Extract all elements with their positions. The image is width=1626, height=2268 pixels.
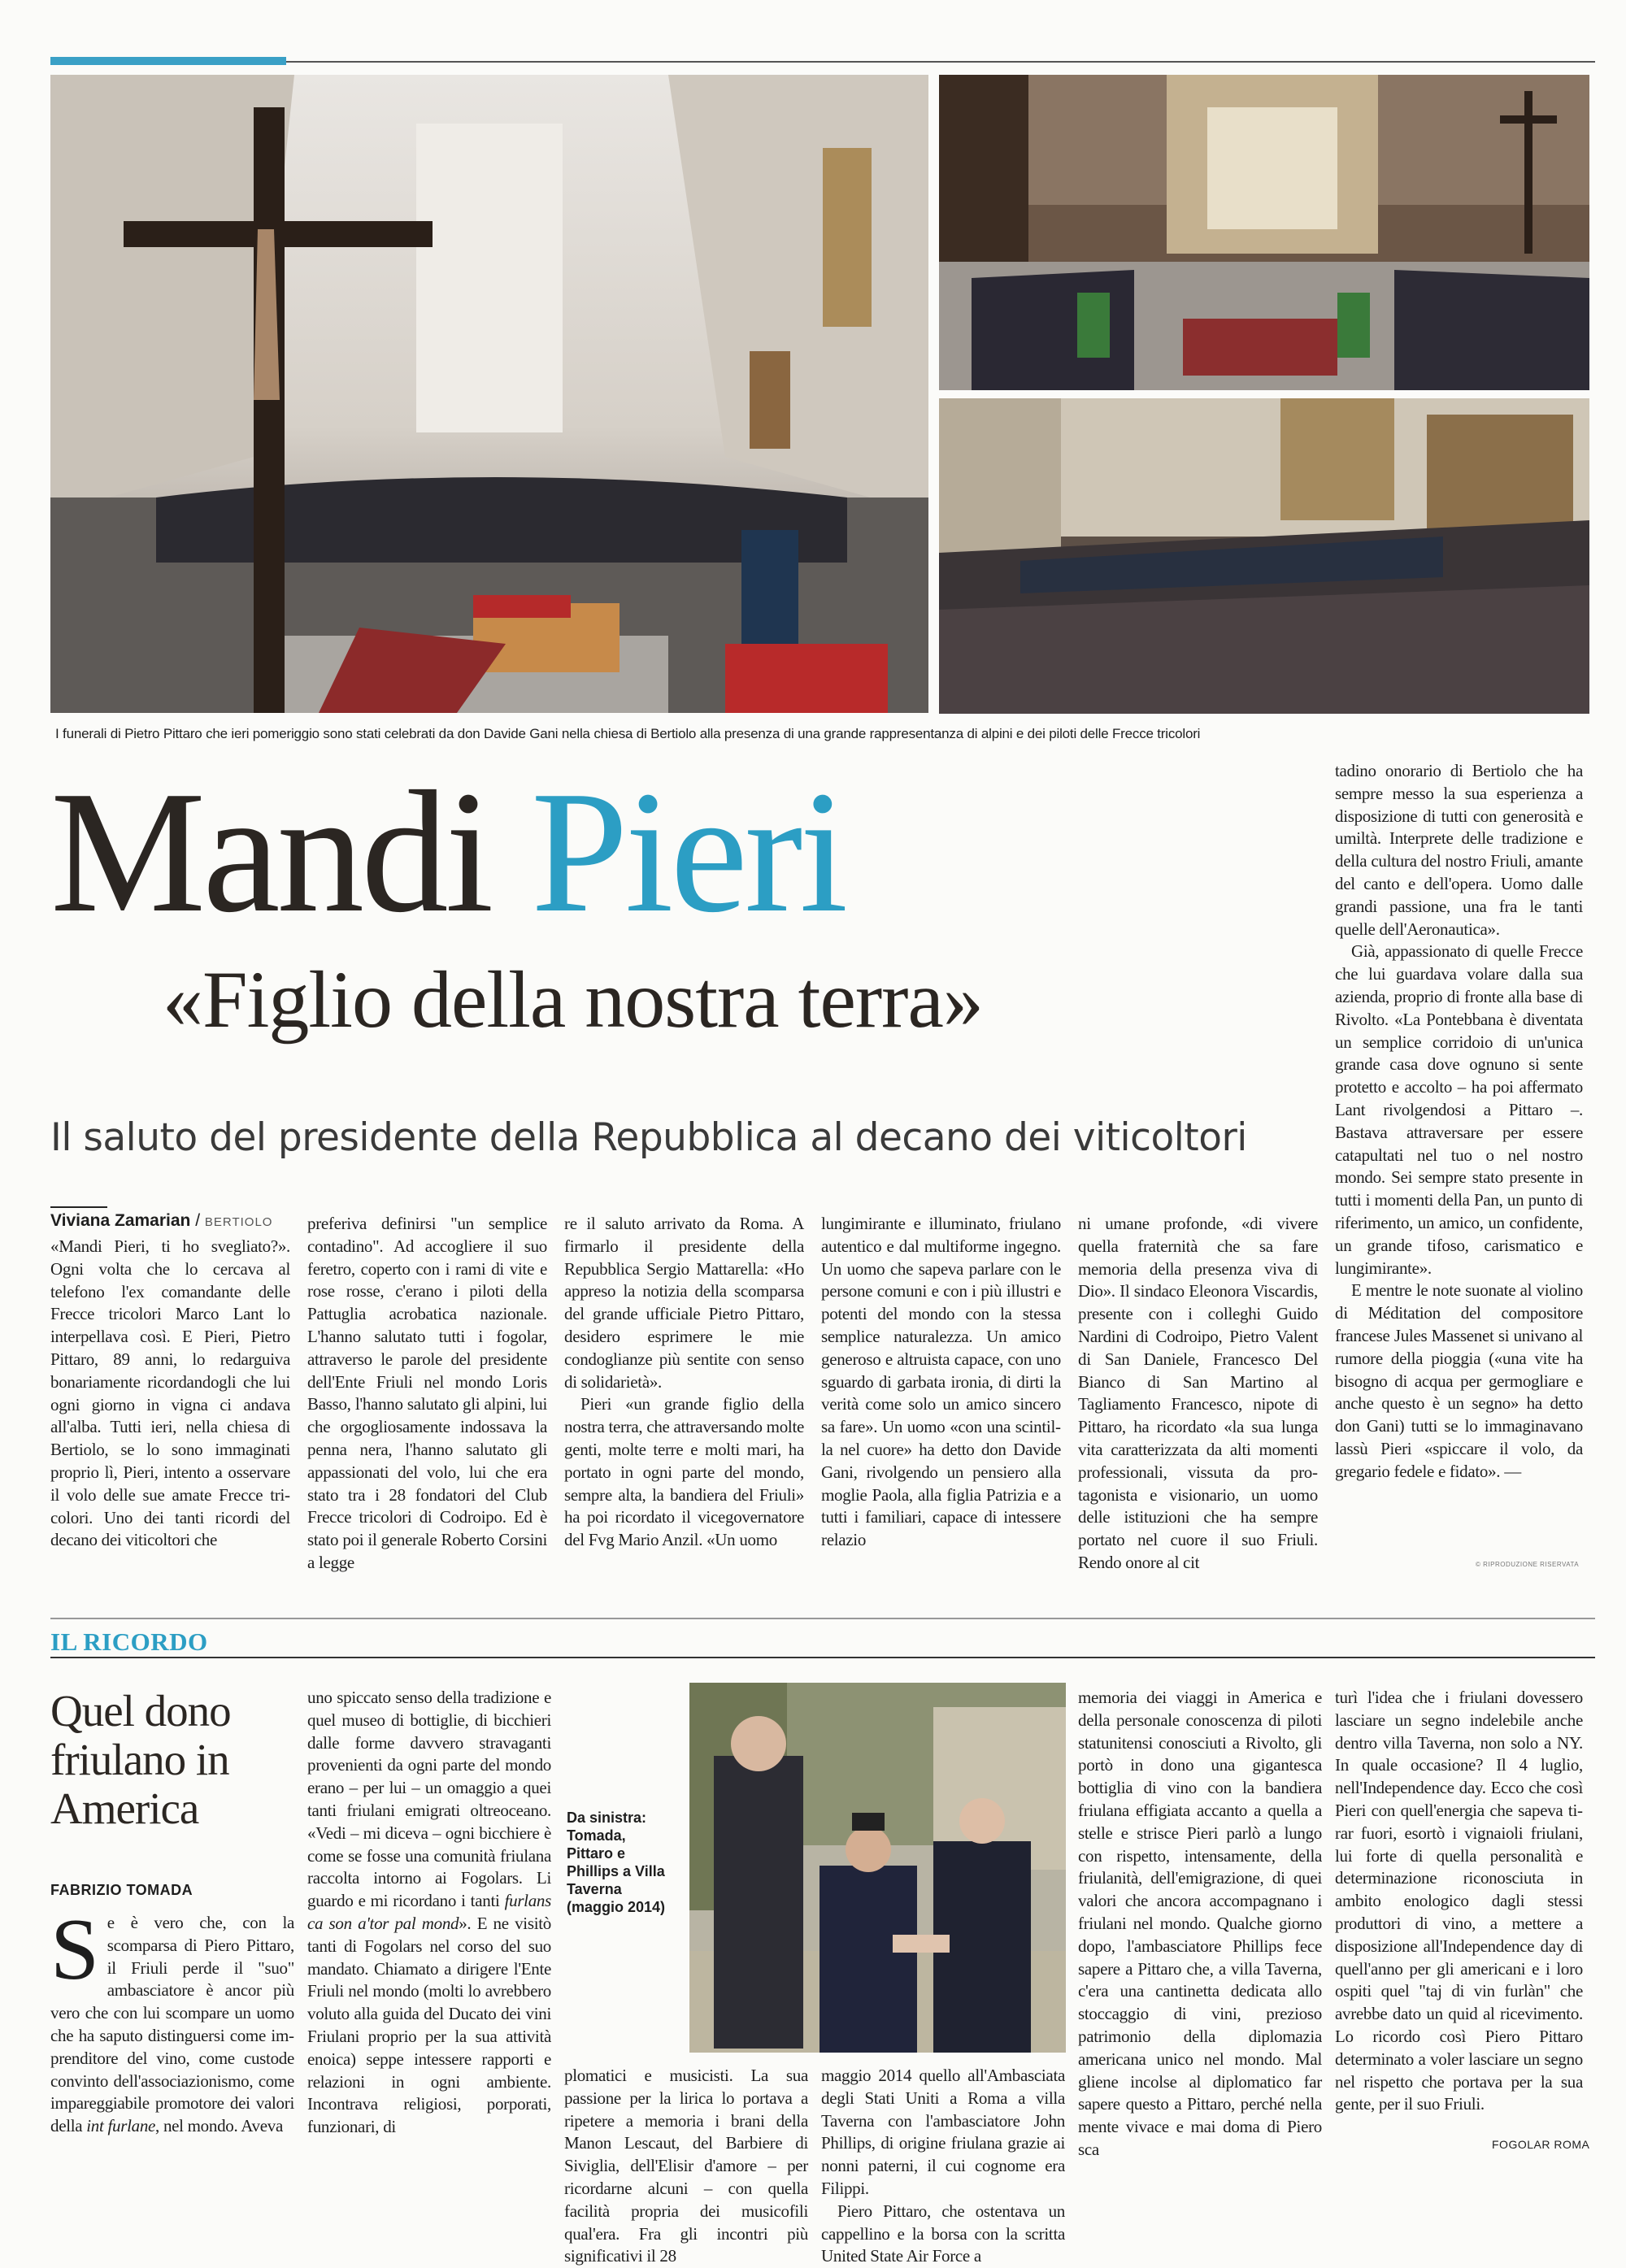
- article-paragraph: tadino onorario di Bertiolo che ha sempre messo la sua esperienza a disposizione di tutti con generosità e umiltà. Interprete delle tradizione e della cultura del nostro Friuli, amante del canto e dell'opera. Uomo dalle grandi passione, una fra le tanti quelle dell'Aeronautica».: [1335, 761, 1583, 939]
- ricordo-title: Quel dono friulano in America: [50, 1686, 231, 1833]
- ricordo-paragraph: turì l'idea che i friulani dovessero lasciare un segno indelebile anche dentro villa Taverna, non solo a NY. In quale occasione? Il 4 luglio, nell'Independence day. Ecco che così Pieri con quell'energia che sapeva tirar fuori, esortò i vignaioli friulani, lui forte di quella personalità e determinazione riconosciuta in ambito enologico dagli stessi produttori di vino, a mettere a disposizione all'Independence day di quell'anno per gli americani e i loro ospiti quel "taj di vin furlàn" che avrebbe dato un quid al ricevimento. Lo ricordo così Piero Pittaro determinato a voler lasciare un segno nel rispetto che portava per la sua gente, per il suo Friuli.: [1335, 1688, 1583, 2114]
- section-label: IL RICORDO: [50, 1627, 208, 1656]
- ricordo-column-2: [307, 1687, 551, 2139]
- ricordo-column-1: [50, 1901, 294, 2138]
- ricordo-column-3: [564, 2065, 808, 2268]
- article-column-5: [1078, 1213, 1318, 1575]
- article-paragraph: re il saluto arrivato da Roma. A firmarlo il presidente della Repubblica Sergio Mattarella: «Ho appreso la notizia della scomparsa del grande ufficiale Pietro Pittaro, desidero esprimere le mie condoglianze più sentite con senso di solidarietà».: [564, 1214, 804, 1392]
- article-paragraph: Pieri «un grande figlio della nostra terra, che attraversando molte genti, molte terre e molti mari, ha portato in ogni parte del mondo, sempre alta, la bandiera del Friuli» ha poi ricordato il vicegovernatore del Fvg Mario Anzil. «Un uomo: [564, 1394, 805, 1550]
- copyright-note: © RIPRODUZIONE RISERVATA: [1476, 1561, 1580, 1568]
- photo-caption: I funerali di Pietro Pittaro che ieri pomeriggio sono stati celebrati da don Davide Gani nella chiesa di Bertiolo alla presenza di una grande rappresentanza di alpini e dei piloti delle Frecce tricolori: [55, 726, 1201, 741]
- article-paragraph: lungimirante e illuminato, friulano autentico e dal multiforme ingegno. Un uomo che sapeva parlare con le persone comuni e con i più illustri e potenti del mondo con la stessa semplice naturalezza. Un amico generoso e altruista capace, con uno sguardo di garbata ironia, di dirti la verità come solo un amico sincero sa fare». Un uomo «con una scintilla nel cuore» ha detto don Davide Gani, rivolgendo un pensiero alla moglie Paola, alla figlia Patrizia e a tutti i familiari, capace di intessere relazio: [821, 1214, 1061, 1550]
- article-paragraph: ni umane profonde, «di vivere quella fraternità che sa fare memoria della presenza viva di Dio». Il sindaco Eleonora Viscardis, presente con i colleghi Guido Nardini di Codroipo, Pietro Valent di San Daniele, Francesco Del Bianco di San Martino al Tagliamento Francesco, nipote di Pittaro, ha ricordato «la sua lunga vita caratterizzata da alti momenti professionali, vissuta da protagonista e visionario, un uomo delle istituzioni che ha sempre portato nel cuore il suo Friuli. Rendo onore al cit: [1078, 1214, 1318, 1572]
- photo-altar-mayors: [939, 75, 1589, 390]
- section-rule: [50, 1657, 1595, 1658]
- article-paragraph: «Mandi Pieri, ti ho svegliato?». Ogni volta che lo cercava al telefono l'ex comandante delle Frecce tricolori Marco Lant lo interpellava così. E Pieri, Pietro Pittaro, 89 anni, lo redarguiva bonariamente ricordandogli che lui ogni giorno in vigna ci andava all'alba. Tutti ieri, nella chiesa di Bertiolo, se lo sono immaginati proprio lì, Pieri, intento a osservare il volo delle sue amate Frecce tricolori. Uno dei tanti ricordi del decano dei viticoltori che: [50, 1236, 290, 1550]
- headline-kicker: Il saluto del presidente della Repubblica al decano dei viticoltori: [50, 1115, 1247, 1160]
- ricordo-signature: FOGOLAR ROMA: [1492, 2138, 1590, 2151]
- article-paragraph: preferiva definirsi "un semplice contadino". Ad accogliere il suo feretro, coperto con i rami di vite e rose rosse, c'erano i piloti della Pattuglia acrobatica nazionale. L'hanno salutato tutti i fogolar, attraverso le parole del presidente dell'Ente Friuli nel mondo Loris Basso, l'hanno salutato gli alpini, lui che orgogliosamente indossava la penna nera, l'hanno salutato gli appassionati del volo, lui che era stato tra i 28 fondatori del Club Frecce tricolori di Codroipo. Ed è stato poi il generale Roberto Corsini a legge: [307, 1214, 547, 1572]
- ricordo-paragraph: plomatici e musicisti. La sua passione per la lirica lo portava a ripetere a memoria i brani della Manon Lescaut, del Barbiere di Siviglia, dell'Elisir d'amore – per ricordarne alcuni – con quella facilità propria dei musicofili qual'era. Fra gli incontri più significativi il 28: [564, 2066, 808, 2266]
- article-column-3: [564, 1213, 804, 1552]
- byline: Viviana Zamarian / BERTIOLO: [50, 1211, 273, 1230]
- headline-word-mandi: Mandi: [50, 754, 491, 949]
- byline-rule: [50, 1206, 107, 1208]
- ricordo-paragraph: Piero Pittaro, che ostentava un cappellino e la borsa con la scritta United State Air Force a: [821, 2201, 1065, 2266]
- ricordo-photo-caption: Da sinistra: Tomada, Pittaro e Phillips a Villa Taverna (maggio 2014): [567, 1810, 666, 1915]
- byline-author: Viviana Zamarian: [50, 1211, 191, 1230]
- article-column-6: [1335, 760, 1583, 1484]
- headline-word-pieri: Pieri: [531, 754, 846, 949]
- headline-subtitle: «Figlio della nostra terra»: [163, 954, 983, 1045]
- article-paragraph: Già, appassionato di quelle Frecce che lui guardava volare dalla sua azienda, proprio di fronte alla base di Rivolto. «La Pontebbana è diventata un semplice corridoio di un'unica grande casa dove ognuno si sente protetto e accolto – ha poi affermato Lant rivolgendosi a Pittaro –. Bastava attraversare per essere catapultati nel tuo o nel nostro mondo. Sei sempre stato presente in tutti i momenti della Pan, un punto di riferimento, un amico, un confidente, un grande tifoso, carismatico e lungimirante».: [1335, 941, 1583, 1278]
- top-accent-bar: [50, 57, 286, 65]
- ricordo-column-5: [1078, 1687, 1322, 2162]
- photo-villa-taverna: [689, 1683, 1066, 2053]
- ricordo-column-4: [821, 2065, 1065, 2268]
- ricordo-paragraph: uno spiccato senso della tradizione e quel museo di bottiglie, di bicchieri dalle forme davvero stravaganti provenienti da ogni parte del mondo erano – per lui – un omaggio a quei tanti friulani emigrati oltreoceano. «Vedi – mi diceva – ogni bicchiere è come se fosse una comunità friulana raccolta intorno ai Fogolars. Li guardo e mi ricordano i tanti furlans ca son a'tor pal mond». E ne visitò tanti di Fogolars nel corso del suo mandato. Chiamato a dirigere l'Ente Friuli nel mondo (molti lo avrebbero voluto alla guida del Ducato dei vini Friulani proprio per la sua attività enoica) seppe intessere rapporti e relazioni in ogni ambiente. Incontrava religiosi, porporati, funzionari, di: [307, 1688, 551, 2137]
- article-column-1: [50, 1236, 290, 1552]
- article-column-2: [307, 1213, 547, 1575]
- article-column-4: [821, 1213, 1061, 1552]
- ricordo-column-6: [1335, 1687, 1583, 2116]
- ricordo-paragraph: memoria dei viaggi in America e della personale conoscenza di piloti statunitensi conosciuti a Rivolto, gli portò in dono una gigantesca bottiglia di vino con la bandiera friulana effigiata accanto a quella a stelle e strisce Pieri parlò a lungo con rispetto, intensamente, della friulanità, dell'emigrazione, di quei valori che ancora accompagnano i friulani nel mondo. Qualche giorno dopo, l'ambasciatore Phillips fece sapere a Pittaro che, a villa Taverna, c'era una cantinetta dedicata allo stoccaggio di vini, prezioso patrimonio della diplomazia americana unico nel mondo. Mal gliene incolse al diplomatico far sapere questo a Pittaro, perché nella mente vivace e mai doma di Piero sca: [1078, 1688, 1322, 2159]
- byline-location: BERTIOLO: [204, 1215, 273, 1229]
- ricordo-paragraph: maggio 2014 quello all'Ambasciata degli Stati Uniti a Roma a villa Taverna con l'ambasciatore John Phillips, di origine friulana grazie ai nonni paterni, il cui cognome era Filippi.: [821, 2066, 1065, 2198]
- photo-funeral-church-interior: [50, 75, 928, 713]
- ricordo-paragraph: Se è vero che, con la scomparsa di Piero Pittaro, il Friuli perde il "suo" ambasciatore è ancor più vero che con lui scompare un uomo che ha saputo distinguersi come imprenditore del vino, come custode convinto dell'associazionismo, come impareggiabile promotore dei valori della int furlane, nel mondo. Aveva: [50, 1901, 294, 2136]
- ricordo-author: FABRIZIO TOMADA: [50, 1882, 193, 1898]
- photo-congregation: [939, 398, 1589, 714]
- headline: [50, 754, 846, 949]
- section-divider: [50, 1618, 1595, 1619]
- dropcap: S: [50, 1901, 99, 1998]
- article-paragraph: E mentre le note suonate al violino di Méditation del compositore francese Jules Massenet si univano al rumore della pioggia («una vite ha bisogno di acqua per germogliare e anche questo è un segno» ha detto don Gani) tutti se lo immaginavano lassù Pieri «spiccare il volo, da gregario fedele e fidato». —: [1335, 1280, 1583, 1481]
